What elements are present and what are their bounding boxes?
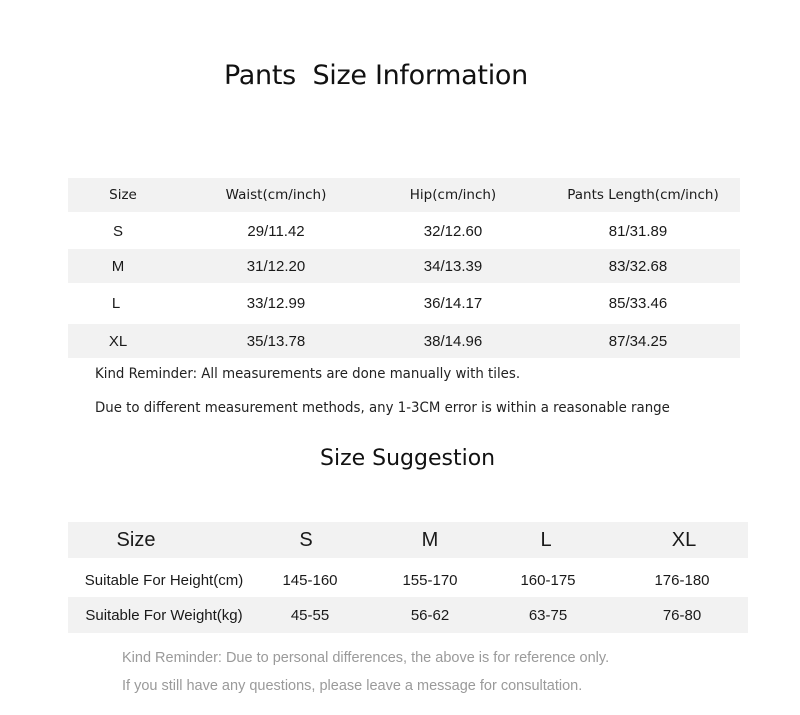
hip-cell: 36/14.17 bbox=[423, 294, 483, 312]
measurement-error-note: Due to different measurement methods, any 1-3CM error is within a reasonable range bbox=[95, 400, 670, 416]
value-cell: 160-175 bbox=[520, 571, 576, 589]
section-title: Size Suggestion bbox=[320, 446, 496, 471]
hip-cell: 32/12.60 bbox=[423, 222, 483, 240]
header-size: Size bbox=[116, 528, 156, 551]
size-cell: M bbox=[111, 257, 125, 275]
value-cell: 63-75 bbox=[528, 606, 568, 624]
table-header-row bbox=[68, 178, 740, 212]
header-waist: Waist(cm/inch) bbox=[225, 187, 327, 203]
waist-cell: 35/13.78 bbox=[246, 332, 306, 350]
hip-cell: 34/13.39 bbox=[423, 257, 483, 275]
measurement-reminder: Kind Reminder: All measurements are done manually with tiles. bbox=[95, 366, 521, 382]
consultation-note: If you still have any questions, please leave a message for consultation. bbox=[122, 678, 583, 694]
header-xl: XL bbox=[671, 528, 697, 551]
size-cell: XL bbox=[108, 332, 128, 350]
value-cell: 176-180 bbox=[654, 571, 710, 589]
size-cell: S bbox=[112, 222, 123, 240]
table-row bbox=[68, 214, 740, 248]
value-cell: 76-80 bbox=[662, 606, 702, 624]
page-title: Pants Size Information bbox=[224, 60, 528, 91]
header-s: S bbox=[299, 528, 313, 551]
size-cell: L bbox=[111, 294, 121, 312]
row-label: Suitable For Weight(kg) bbox=[85, 606, 243, 624]
table-row bbox=[68, 324, 740, 358]
length-cell: 87/34.25 bbox=[608, 332, 668, 350]
table-row bbox=[68, 249, 740, 283]
hip-cell: 38/14.96 bbox=[423, 332, 483, 350]
value-cell: 145-160 bbox=[282, 571, 338, 589]
row-label: Suitable For Height(cm) bbox=[84, 571, 244, 589]
waist-cell: 29/11.42 bbox=[247, 222, 305, 240]
waist-cell: 33/12.99 bbox=[246, 294, 306, 312]
waist-cell: 31/12.20 bbox=[246, 257, 306, 275]
length-cell: 85/33.46 bbox=[608, 294, 668, 312]
table-header-row bbox=[68, 522, 748, 558]
value-cell: 45-55 bbox=[290, 606, 330, 624]
table-row bbox=[68, 562, 748, 598]
table-row bbox=[68, 286, 740, 320]
header-size: Size bbox=[109, 187, 137, 203]
length-cell: 83/32.68 bbox=[608, 257, 668, 275]
header-hip: Hip(cm/inch) bbox=[409, 187, 497, 203]
reference-reminder: Kind Reminder: Due to personal differences, the above is for reference only. bbox=[122, 650, 610, 666]
header-pants-length: Pants Length(cm/inch) bbox=[567, 187, 719, 203]
header-m: M bbox=[421, 528, 439, 551]
length-cell: 81/31.89 bbox=[608, 222, 668, 240]
table-row bbox=[68, 597, 748, 633]
value-cell: 56-62 bbox=[410, 606, 450, 624]
header-l: L bbox=[540, 528, 552, 551]
value-cell: 155-170 bbox=[402, 571, 458, 589]
